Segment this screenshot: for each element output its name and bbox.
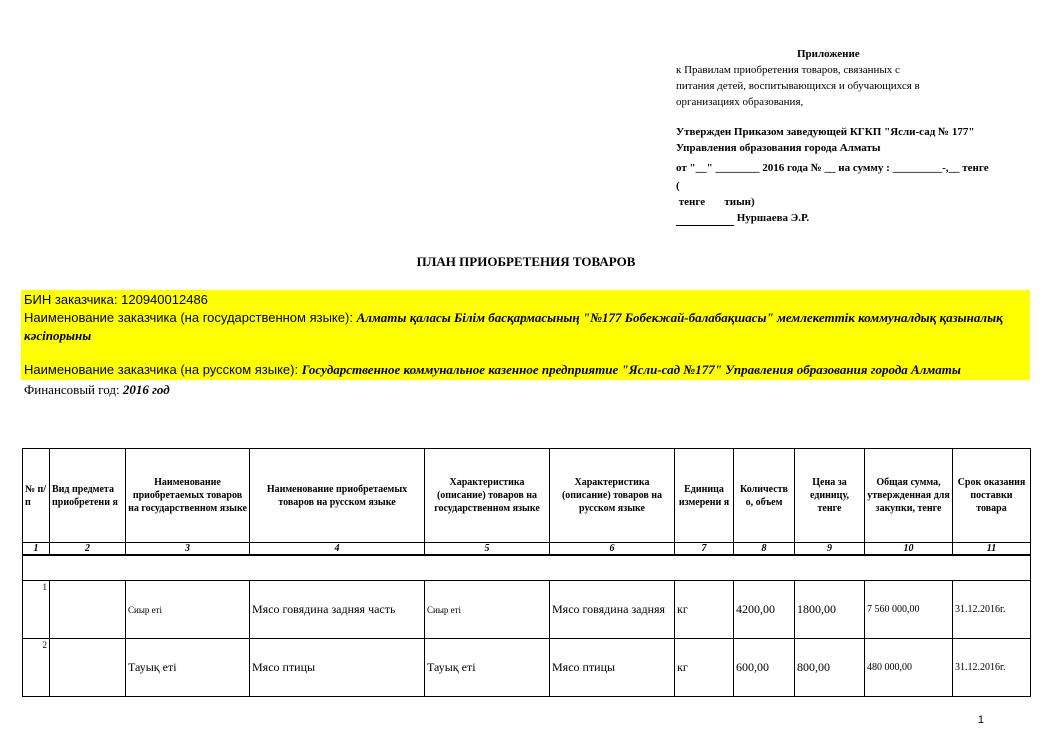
column-number: 5 xyxy=(425,543,550,556)
amount-words: тенге тиын) xyxy=(676,196,755,208)
cell-total: 7 560 000,00 xyxy=(865,581,953,639)
bin-line xyxy=(24,291,1027,309)
cell-unit: кг xyxy=(675,639,734,697)
column-number: 4 xyxy=(250,543,425,556)
signer-name: Нуршаева Э.Р. xyxy=(736,212,810,224)
customer-info-box xyxy=(21,290,1030,380)
column-number: 3 xyxy=(126,543,250,556)
name-kz-value: Алматы қаласы Білім басқармасының "№177 Бобекжай-балабақшасы" мемлекеттік коммуналдық қазыналық кәсіпорыны xyxy=(24,310,1003,343)
name-kz-line xyxy=(24,309,1027,345)
cell-name-ru: Мясо птицы xyxy=(250,639,425,697)
header-cell: Наименование приобретаемых товаров на русском языке xyxy=(250,449,425,543)
empty-row xyxy=(23,555,1031,581)
header-cell: Цена за единицу, тенге xyxy=(795,449,865,543)
cell-name-kz: Тауық еті xyxy=(126,639,250,697)
name-ru-label: Наименование заказчика (на русском языке): xyxy=(24,362,299,377)
approved-line-2: Управления образования города Алматы xyxy=(676,142,881,154)
signature-line xyxy=(676,213,734,226)
order-line: от "__" ________ 2016 года № __ на сумму : _________-,__ тенге xyxy=(676,162,989,174)
table-row xyxy=(23,639,1031,697)
name-kz-label: Наименование заказчика (на государственном языке): xyxy=(24,310,353,325)
cell-price: 800,00 xyxy=(795,639,865,697)
page-number: 1 xyxy=(977,714,984,726)
cell-desc-ru: Мясо птицы xyxy=(550,639,675,697)
financial-year-line xyxy=(24,382,170,398)
column-number: 10 xyxy=(865,543,953,556)
column-number: 2 xyxy=(50,543,126,556)
appendix-line-1: к Правилам приобретения товаров, связанных с xyxy=(676,64,900,76)
header-row xyxy=(23,449,1031,543)
appendix-line-3: организациях образования, xyxy=(676,96,804,108)
approved-line-1: Утвержден Приказом заведующей КГКП "Ясли-сад № 177" xyxy=(676,126,975,138)
bin-value: 120940012486 xyxy=(121,292,208,307)
header-cell: Наименование приобретаемых товаров на государственном языке xyxy=(126,449,250,543)
header-cell: Срок оказания поставки товара xyxy=(953,449,1031,543)
bin-label: БИН заказчика: xyxy=(24,292,118,307)
cell-desc-kz: Тауық еті xyxy=(425,639,550,697)
header-cell: Характеристика (описание) товаров на государственном языке xyxy=(425,449,550,543)
name-ru-value: Государственное коммунальное казенное предприятие "Ясли-сад №177" Управления образования города Алматы xyxy=(301,362,961,377)
cell-qty: 4200,00 xyxy=(734,581,795,639)
column-number: 6 xyxy=(550,543,675,556)
empty-cell xyxy=(23,555,1031,581)
table-row xyxy=(23,581,1031,639)
cell-name-kz: Сиыр еті xyxy=(126,581,250,639)
header-cell: Характеристика (описание) товаров на русском языке xyxy=(550,449,675,543)
cell-name-ru: Мясо говядина задняя часть xyxy=(250,581,425,639)
document-title: ПЛАН ПРИОБРЕТЕНИЯ ТОВАРОВ xyxy=(416,254,636,269)
cell-total: 480 000,00 xyxy=(865,639,953,697)
cell-kind xyxy=(50,639,126,697)
appendix-title: Приложение xyxy=(797,48,860,60)
cell-price: 1800,00 xyxy=(795,581,865,639)
cell-term: 31.12.2016г. xyxy=(953,581,1031,639)
column-number: 7 xyxy=(675,543,734,556)
fin-year-value: 2016 год xyxy=(122,382,170,397)
column-number-row xyxy=(23,543,1031,556)
header-cell: Количеств о, объем xyxy=(734,449,795,543)
header-cell: Общая сумма, утвержденная для закупки, тенге xyxy=(865,449,953,543)
header-cell: Единица измерени я xyxy=(675,449,734,543)
procurement-table xyxy=(22,448,1031,697)
appendix-line-2: питания детей, воспитывающихся и обучающихся в xyxy=(676,80,920,92)
row-number: 2 xyxy=(23,639,50,697)
header-cell: № п/п xyxy=(23,449,50,543)
cell-desc-kz: Сиыр еті xyxy=(425,581,550,639)
column-number: 11 xyxy=(953,543,1031,556)
cell-desc-ru: Мясо говядина задняя xyxy=(550,581,675,639)
column-number: 8 xyxy=(734,543,795,556)
column-number: 9 xyxy=(795,543,865,556)
column-number: 1 xyxy=(23,543,50,556)
row-number: 1 xyxy=(23,581,50,639)
header-cell: Вид предмета приобретени я xyxy=(50,449,126,543)
cell-term: 31.12.2016г. xyxy=(953,639,1031,697)
cell-unit: кг xyxy=(675,581,734,639)
fin-year-label: Финансовый год: xyxy=(24,382,120,397)
cell-kind xyxy=(50,581,126,639)
cell-qty: 600,00 xyxy=(734,639,795,697)
appendix-block xyxy=(676,46,1036,226)
name-ru-line xyxy=(24,361,1027,379)
paren-open: ( xyxy=(676,180,680,192)
